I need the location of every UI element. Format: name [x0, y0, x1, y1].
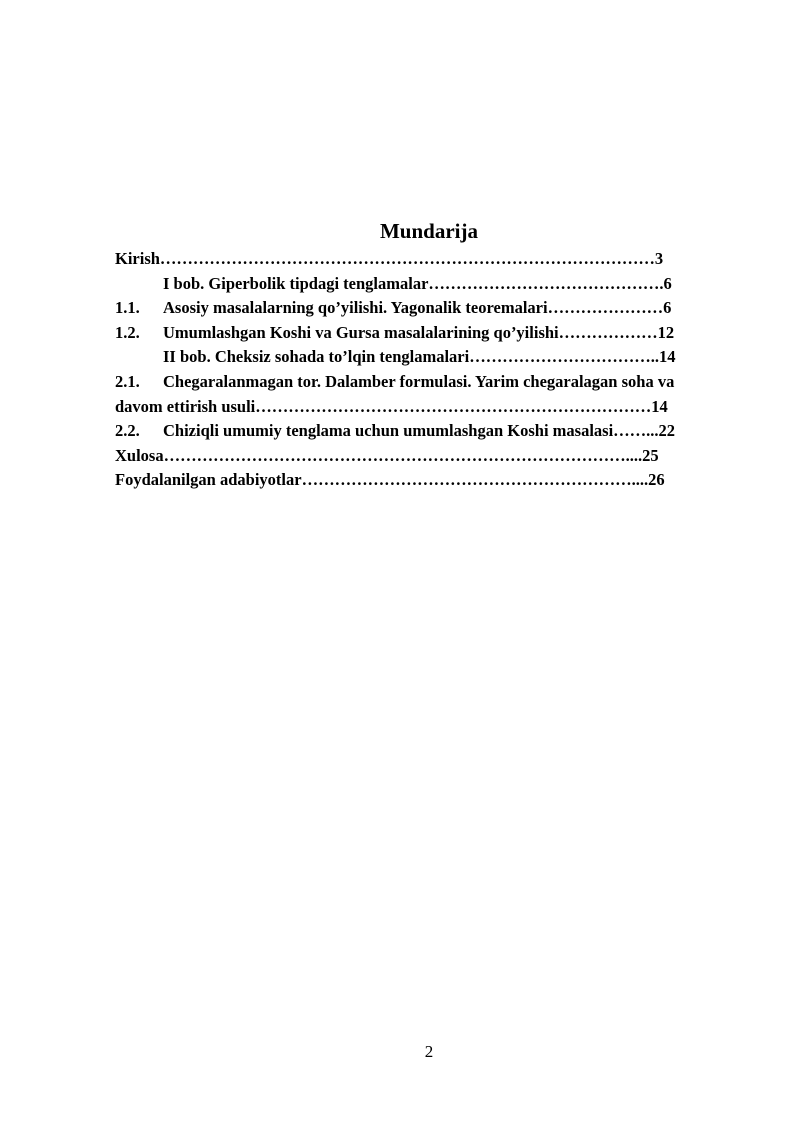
toc-entry-conclusion — [115, 444, 745, 469]
toc-entry-section-2-2 — [115, 419, 745, 444]
table-of-contents — [115, 247, 745, 493]
toc-entry-text: Umumlashgan Koshi va Gursa masalalarining qo’yilishi………………12 — [163, 322, 675, 342]
toc-entry-text: Asosiy masalalarning qo’yilishi. Yagonalik teoremalari…………………6 — [163, 298, 672, 318]
page-title: Mundarija — [379, 219, 478, 243]
toc-entry-section-1-2 — [115, 321, 745, 346]
toc-entry-section-2-1 — [115, 370, 745, 395]
toc-entry-number: 1.1. — [115, 298, 140, 318]
toc-entry-text: Foydalanilgan adabiyotlar……………………………………………………....26 — [115, 470, 665, 490]
toc-entry-text: Chiziqli umumiy tenglama uchun umumlashgan Koshi masalasi……...22 — [163, 421, 676, 441]
toc-entry-text: Xulosa…………………………………………………………………………....25 — [115, 445, 659, 465]
toc-entry-text: Kirish………………………………………………………………………………3 — [115, 249, 664, 268]
toc-entry-number: 1.2. — [115, 322, 140, 342]
toc-entry-chapter-1 — [115, 272, 745, 297]
toc-entry-section-2-1-continued — [115, 395, 745, 420]
toc-entry-number: 2.2. — [115, 421, 140, 441]
toc-entry-number: 2.1. — [115, 371, 140, 391]
toc-entry-introduction — [115, 247, 745, 272]
toc-entry-chapter-2 — [115, 345, 745, 370]
toc-entry-section-1-1 — [115, 296, 745, 321]
toc-entry-text: Chegaralanmagan tor. Dalamber formulasi. Yarim chegaralagan soha va — [163, 371, 675, 391]
toc-entry-text: I bob. Giperbolik tipdagi tenglamalar…………………………………….6 — [163, 273, 672, 293]
toc-entry-text: II bob. Cheksiz sohada to’lqin tenglamalari……………………………..14 — [163, 347, 676, 367]
page-number: 2 — [424, 1042, 434, 1061]
toc-entry-references — [115, 468, 745, 493]
toc-entry-text: davom ettirish usuli………………………………………………………………14 — [115, 396, 668, 416]
